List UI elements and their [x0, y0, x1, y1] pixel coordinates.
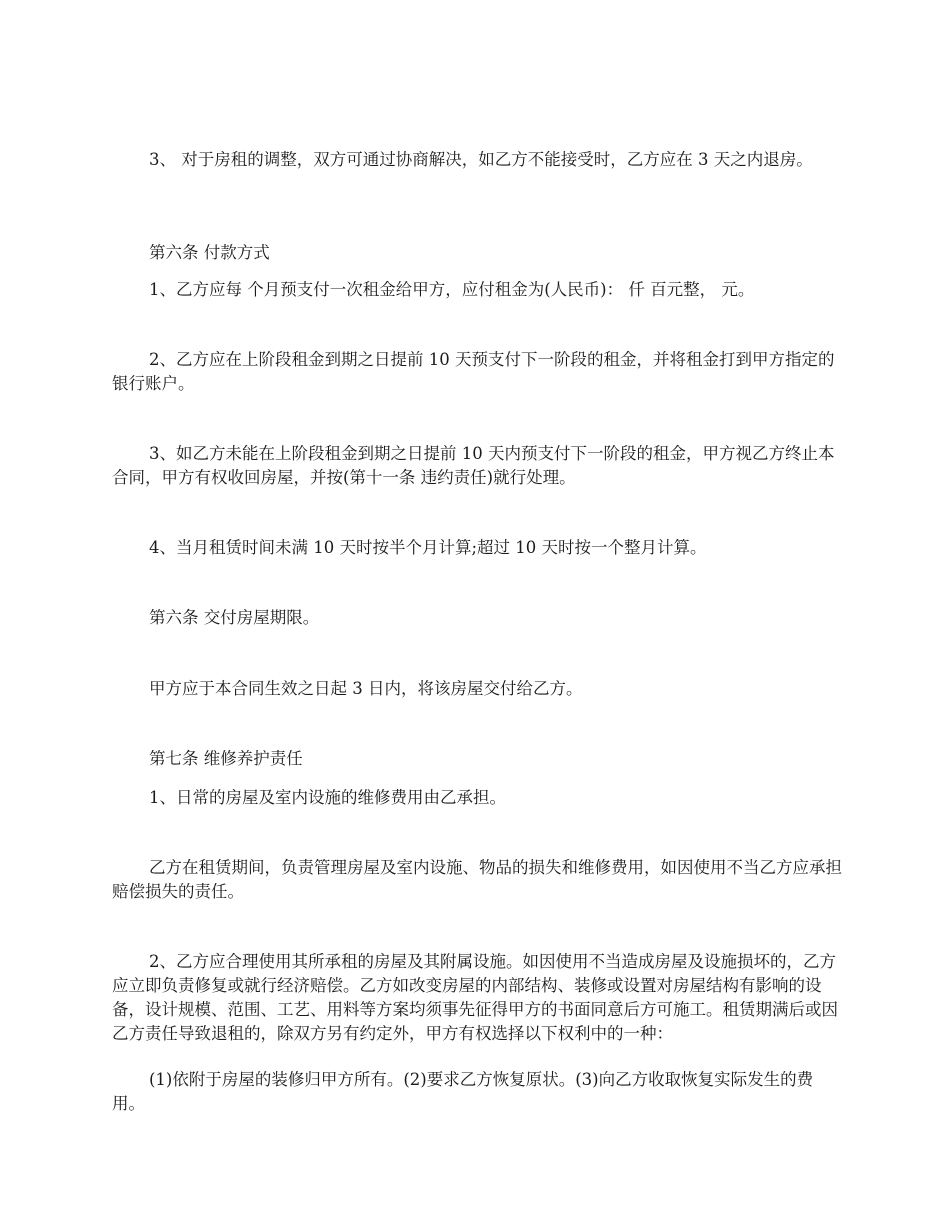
- paragraph-maintenance-2: 2、乙方应合理使用其所承租的房屋及其附属设施。如因使用不当造成房屋及设施损坏的，乙方应立即负责修复或就行经济赔偿。乙方如改变房屋的内部结构、装修或设置对房屋结构有影响的设备，设计规模、范围、工艺、用料等方案均须事先征得甲方的书面同意后方可施工。租赁期满后或因乙方责任导致退租的，除双方另有约定外，甲方有权选择以下权利中的一种：: [112, 952, 838, 1043]
- paragraph-maintenance-1: 1、日常的房屋及室内设施的维修费用由乙承担。: [149, 788, 506, 807]
- heading-delivery-period: 第六条 交付房屋期限。: [149, 608, 320, 627]
- heading-payment-method: 第六条 付款方式: [149, 243, 270, 262]
- paragraph-maintenance-options: (1)依附于房屋的装修归甲方所有。(2)要求乙方恢复原状。(3)向乙方收取恢复实际发生的费用。: [112, 1070, 814, 1113]
- heading-maintenance: 第七条 维修养护责任: [149, 749, 303, 768]
- paragraph-payment-3: 3、如乙方未能在上阶段租金到期之日提前 10 天内预支付下一阶段的租金，甲方视乙方终止本合同，甲方有权收回房屋，并按(第十一条 违约责任)就行处理。: [112, 444, 835, 487]
- paragraph-payment-2: 2、乙方应在上阶段租金到期之日提前 10 天预支付下一阶段的租金，并将租金打到甲方指定的银行账户。: [112, 350, 835, 393]
- paragraph-maintenance-liability: 乙方在租赁期间，负责管理房屋及室内设施、物品的损失和维修费用，如因使用不当乙方应承担赔偿损失的责任。: [112, 858, 842, 901]
- paragraph-rent-adjustment: 3、 对于房租的调整，双方可通过协商解决，如乙方不能接受时，乙方应在 3 天之内退房。: [149, 150, 813, 169]
- paragraph-payment-1: 1、乙方应每 个月预支付一次租金给甲方，应付租金为(人民币)： 仟 百元整， 元。: [149, 280, 755, 299]
- paragraph-payment-4: 4、当月租赁时间未满 10 天时按半个月计算;超过 10 天时按一个整月计算。: [149, 538, 707, 557]
- paragraph-delivery: 甲方应于本合同生效之日起 3 日内，将该房屋交付给乙方。: [149, 679, 583, 698]
